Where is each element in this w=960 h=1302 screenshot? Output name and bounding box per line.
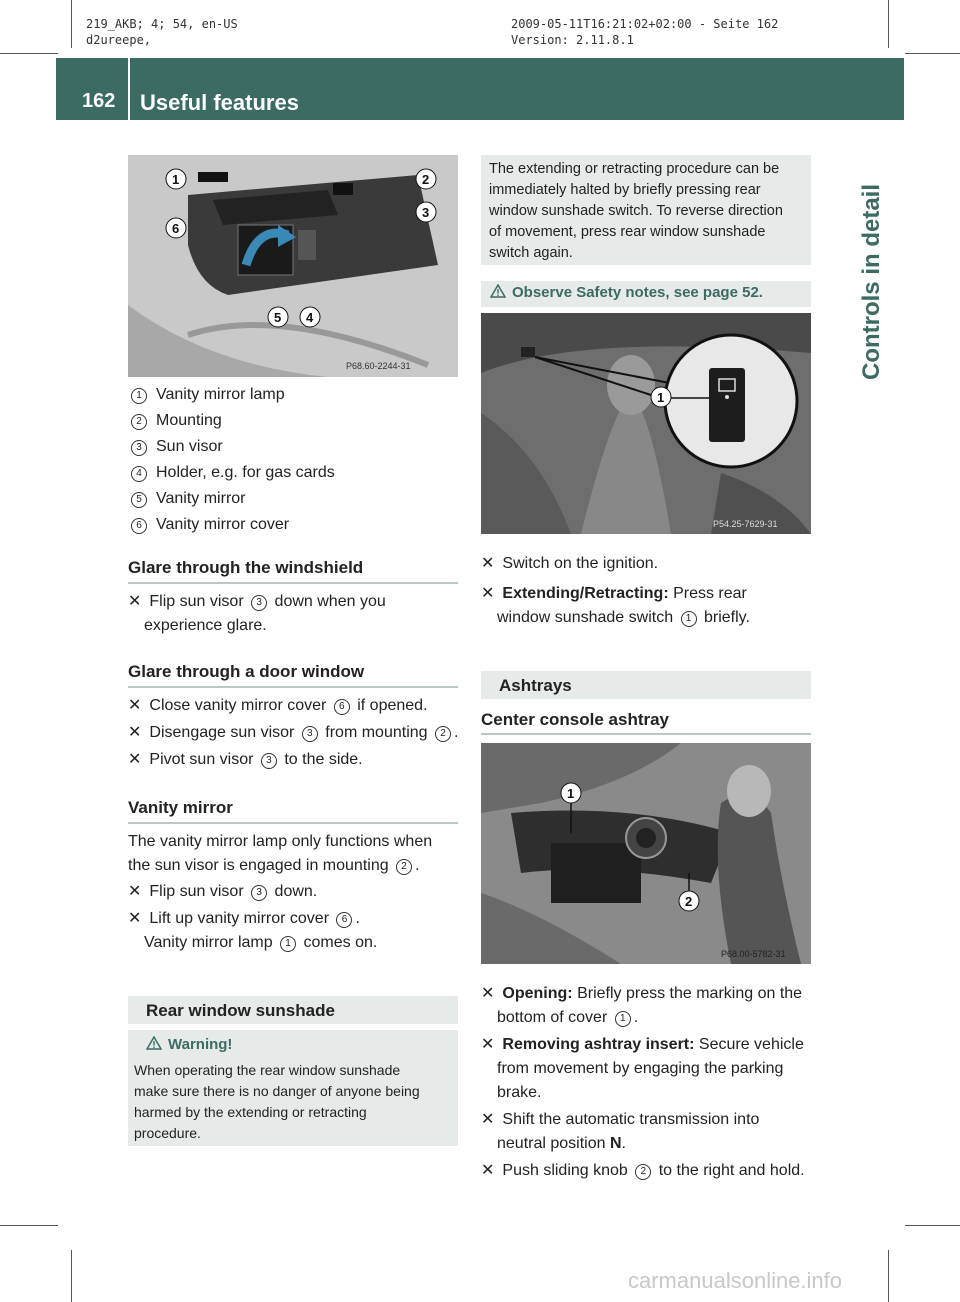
svg-text:6: 6 [172, 221, 180, 236]
step-text: Pivot sun visor [149, 751, 258, 768]
callout-label: Vanity mirror cover [156, 516, 290, 533]
sunshade-switch-photo [481, 313, 811, 534]
crop-mark [905, 53, 960, 54]
note-line: The extending or retracting procedure can be [489, 161, 780, 177]
step-text: experience glare. [144, 617, 267, 634]
svg-text:1: 1 [172, 172, 180, 187]
ref-number: 3 [302, 726, 318, 742]
arrow-icon: ✕ [128, 593, 142, 610]
step-label: Opening: [502, 985, 573, 1002]
heading-glare-windshield: Glare through the windshield [128, 558, 364, 577]
photo-code: P54.25-7629-31 [713, 519, 778, 529]
step-item [128, 907, 458, 955]
step-text: . [453, 724, 459, 741]
crop-mark [888, 1250, 889, 1302]
step-item [481, 982, 821, 1030]
arrow-icon: ✕ [481, 1036, 495, 1053]
warning-icon [490, 284, 506, 298]
warning-line: procedure. [134, 1125, 201, 1141]
note-line: window sunshade switch. To reverse direction [489, 203, 783, 219]
sun-visor-photo [128, 155, 458, 377]
ref-number: 1 [615, 1011, 631, 1027]
step-text: neutral position [497, 1135, 610, 1152]
heading-rule [128, 582, 458, 584]
warning-line: harmed by the extending or retracting [134, 1104, 367, 1120]
svg-text:1: 1 [567, 786, 575, 801]
print-meta-right [511, 16, 778, 48]
arrow-icon: ✕ [128, 883, 142, 900]
step-text: down. [270, 883, 318, 900]
step-text: Flip sun visor [149, 883, 249, 900]
intro-text: the sun visor is engaged in mounting [128, 857, 394, 874]
safety-note [490, 284, 763, 301]
callout-label: Vanity mirror [156, 490, 246, 507]
step-text: Flip sun visor [149, 593, 249, 610]
print-meta-left [86, 16, 238, 48]
note-line: switch again. [489, 245, 573, 261]
note-text [489, 159, 811, 264]
heading-vanity-mirror: Vanity mirror [128, 798, 233, 817]
step-text: briefly. [699, 609, 750, 626]
meta-line: Version: 2.11.8.1 [511, 33, 634, 47]
svg-text:5: 5 [274, 310, 282, 325]
meta-line: 219_AKB; 4; 54, en-US [86, 17, 238, 31]
crop-mark [905, 1225, 960, 1226]
step-text: if opened. [352, 697, 428, 714]
step-text: comes on. [299, 934, 378, 951]
sunshade-steps [481, 552, 821, 630]
note-line: immediately halted by briefly pressing rear [489, 182, 761, 198]
svg-text:2: 2 [685, 894, 693, 909]
photo-code: P68.00-5782-31 [721, 949, 786, 959]
meta-line: 2009-05-11T16:21:02+02:00 - Seite 162 [511, 17, 779, 31]
step-item [481, 1159, 821, 1183]
svg-text:2: 2 [422, 172, 430, 187]
step-bold: N [609, 1135, 622, 1152]
step-item [128, 590, 458, 638]
page-number: 162 [82, 90, 116, 112]
vanity-steps [128, 880, 458, 955]
step-text: Disengage sun visor [149, 724, 299, 741]
callout-label: Mounting [156, 412, 222, 429]
arrow-icon: ✕ [481, 985, 495, 1002]
intro-text: . [415, 857, 420, 874]
step-item [481, 1033, 821, 1105]
ashtray-photo [481, 743, 811, 964]
ref-number: 3 [251, 595, 267, 611]
crop-mark [0, 53, 58, 54]
warning-title: Warning! [168, 1036, 233, 1053]
step-label: Removing ashtray insert: [502, 1036, 695, 1053]
arrow-icon: ✕ [481, 1162, 495, 1179]
warning-icon [146, 1036, 162, 1050]
step-text: . [621, 1135, 626, 1152]
arrow-icon: ✕ [481, 555, 495, 572]
step-text: Shift the automatic transmission into [502, 1111, 760, 1128]
side-title-text: Controls in detail [858, 183, 885, 380]
note-line: of movement, press rear window sunshade [489, 224, 766, 240]
crop-mark [71, 0, 72, 48]
step-text: bottom of cover [497, 1009, 612, 1026]
warning-line: When operating the rear window sunshade [134, 1062, 401, 1078]
step-text: from mounting [320, 724, 432, 741]
heading-rule [128, 822, 458, 824]
callout-number: 5 [131, 492, 147, 508]
step-text: to the side. [279, 751, 363, 768]
callout-number: 4 [131, 466, 147, 482]
callout-number: 1 [131, 388, 147, 404]
photo-code: P68.60-2244-31 [346, 361, 411, 371]
callout-list [128, 383, 458, 537]
step-text: . [355, 910, 360, 927]
step-item [128, 880, 458, 904]
callout-number: 2 [131, 414, 147, 430]
arrow-icon: ✕ [128, 751, 142, 768]
warning-line: make sure there is no danger of anyone being [134, 1083, 420, 1099]
callout-item [128, 435, 458, 459]
ref-number: 1 [280, 936, 296, 952]
svg-text:1: 1 [657, 390, 665, 405]
warning-title-row [146, 1036, 232, 1053]
callout-item [128, 513, 458, 537]
step-text: Vanity mirror lamp [144, 934, 278, 951]
header-divider [128, 58, 130, 120]
vanity-intro [128, 830, 468, 878]
heading-rule [481, 733, 811, 735]
callout-item [128, 409, 458, 433]
ref-number: 3 [251, 885, 267, 901]
crop-mark [71, 1250, 72, 1302]
callout-number: 3 [131, 440, 147, 456]
meta-line: d2ureepe, [86, 33, 152, 47]
step-text: Secure vehicle [694, 1036, 804, 1053]
step-item [128, 748, 468, 772]
step-text: Push sliding knob [502, 1162, 633, 1179]
step-text: . [633, 1009, 639, 1026]
step-text: Switch on the ignition. [502, 555, 659, 572]
ref-number: 6 [336, 912, 352, 928]
callout-number: 6 [131, 518, 147, 534]
step-text: to the right and hold. [654, 1162, 805, 1179]
watermark: carmanualsonline.info [628, 1268, 843, 1293]
ref-number: 1 [681, 611, 697, 627]
step-text: window sunshade switch [497, 609, 678, 626]
arrow-icon: ✕ [481, 585, 495, 602]
arrow-icon: ✕ [128, 910, 142, 927]
callout-item [128, 461, 458, 485]
heading-center-ashtray: Center console ashtray [481, 710, 670, 729]
step-text: Lift up vanity mirror cover [149, 910, 334, 927]
ref-number: 2 [635, 1164, 651, 1180]
heading-rear-sunshade: Rear window sunshade [146, 1001, 335, 1020]
callout-item [128, 487, 458, 511]
step-text: from movement by engaging the parking [497, 1060, 784, 1077]
step-item [481, 552, 821, 576]
section-title: Useful features [140, 90, 299, 115]
callout-label: Sun visor [156, 438, 223, 455]
ref-number: 3 [261, 753, 277, 769]
arrow-icon: ✕ [481, 1111, 495, 1128]
warning-text [134, 1060, 456, 1144]
intro-text: The vanity mirror lamp only functions when [128, 833, 433, 850]
arrow-icon: ✕ [128, 697, 142, 714]
step-item [481, 1108, 821, 1156]
step-item [481, 582, 821, 630]
ref-number: 6 [334, 699, 350, 715]
step-text: down when you [270, 593, 386, 610]
ref-number: 2 [435, 726, 451, 742]
callout-label: Holder, e.g. for gas cards [156, 464, 335, 481]
heading-rule [128, 686, 458, 688]
callout-item [128, 383, 458, 407]
step-text: Close vanity mirror cover [149, 697, 331, 714]
callout-label: Vanity mirror lamp [156, 386, 285, 403]
arrow-icon: ✕ [128, 724, 142, 741]
svg-text:3: 3 [422, 205, 430, 220]
safety-note-text: Observe Safety notes, see page 52. [512, 284, 763, 301]
crop-mark [0, 1225, 58, 1226]
step-text: Press rear [668, 585, 747, 602]
step-text: brake. [497, 1084, 542, 1101]
crop-mark [888, 0, 889, 48]
door-steps [128, 694, 468, 772]
step-text: Briefly press the marking on the [572, 985, 803, 1002]
step-item [128, 694, 468, 718]
heading-glare-door: Glare through a door window [128, 662, 365, 681]
ashtray-steps [481, 982, 821, 1183]
step-label: Extending/Retracting: [502, 585, 669, 602]
heading-ashtrays: Ashtrays [499, 676, 572, 695]
step-item [128, 721, 468, 745]
ref-number: 2 [396, 859, 412, 875]
svg-text:4: 4 [306, 310, 314, 325]
